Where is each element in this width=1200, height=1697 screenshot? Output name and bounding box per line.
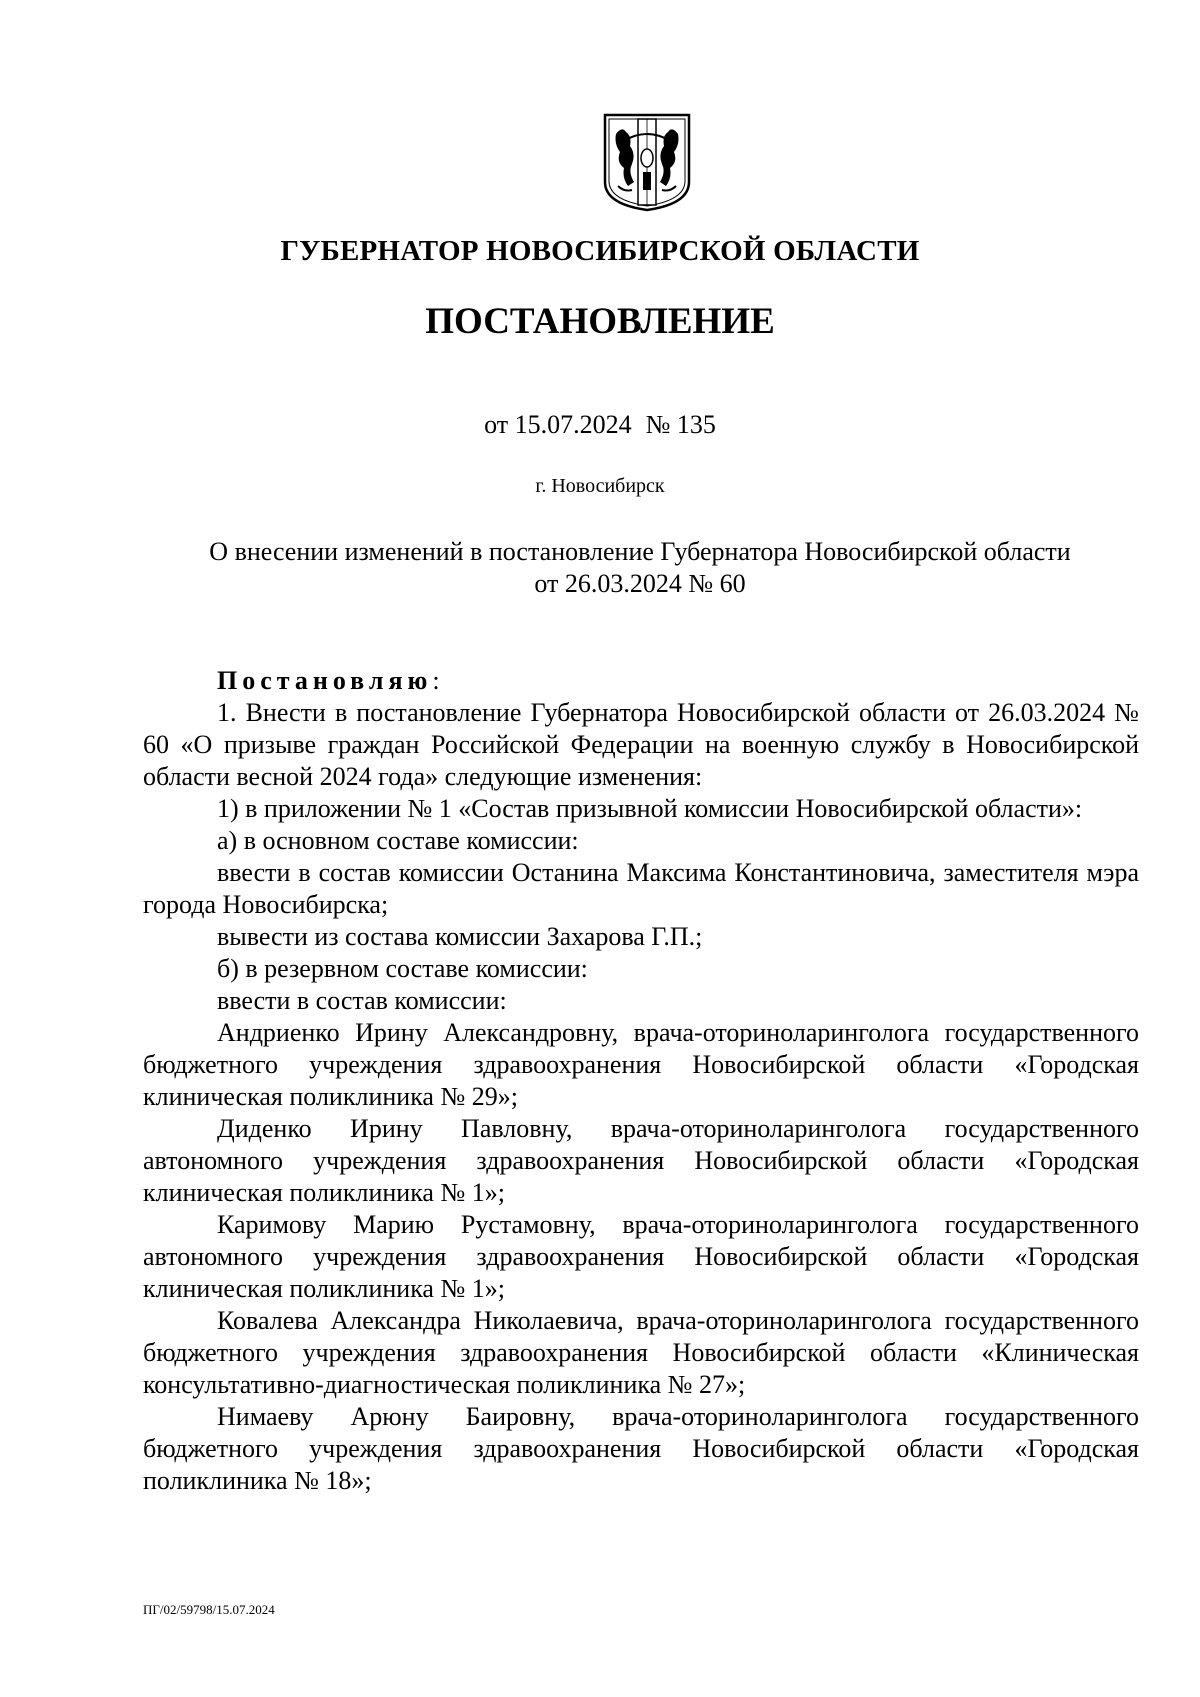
decree-word: Постановляю: [217, 666, 433, 695]
document-registration-code: ПГ/02/59798/15.07.2024: [143, 1602, 275, 1617]
body-paragraph: 1. Внести в постановление Губернатора Новосибирской области от 26.03.2024 № 60 «О призыве граждан Российской Федерации на военную службу в Новосибирской области весной 2024 года» следующие изменения:: [143, 698, 1139, 791]
document-body: [143, 665, 1139, 1497]
body-paragraph: 1) в приложении № 1 «Состав призывной комиссии Новосибирской области»:: [217, 794, 1083, 823]
body-paragraph: Каримову Марию Рустамовну, врача-оториноларинголога государственного автономного учреждения здравоохранения Новосибирской области «Городская клиническая поликлиника № 1»;: [143, 1210, 1139, 1303]
body-paragraph: ввести в состав комиссии:: [217, 986, 507, 1015]
body-paragraph: Андриенко Ирину Александровну, врача-оториноларинголога государственного бюджетного учреждения здравоохранения Новосибирской области «Городская клиническая поликлиника № 29»;: [143, 1018, 1139, 1111]
decree-colon: :: [432, 666, 440, 695]
document-subject: [140, 536, 1140, 600]
body-paragraph: вывести из состава комиссии Захарова Г.П.;: [217, 922, 703, 951]
subject-line-1: О внесении изменений в постановление Губернатора Новосибирской области: [209, 537, 1071, 566]
body-paragraph: Нимаеву Арюну Баировну, врача-оториноларинголога государственного бюджетного учреждения здравоохранения Новосибирской области «Городская поликлиника № 18»;: [143, 1402, 1139, 1495]
body-paragraph: Ковалева Александра Николаевича, врача-оториноларинголога государственного бюджетного учреждения здравоохранения Новосибирской области «Клиническая консультативно-диагностическая поликлиника № 27»;: [143, 1306, 1139, 1399]
body-paragraph: Диденко Ирину Павловну, врача-оториноларинголога государственного автономного учреждения здравоохранения Новосибирской области «Городская клиническая поликлиника № 1»;: [143, 1114, 1139, 1207]
coat-of-arms-icon: [602, 112, 692, 212]
decree-heading: [143, 665, 1139, 697]
document-type-title: ПОСТАНОВЛЕНИЕ: [425, 301, 775, 342]
body-paragraph: ввести в состав комиссии Останина Максима Константиновича, заместителя мэра города Новосибирска;: [143, 858, 1139, 919]
date-number-line: [0, 410, 1200, 440]
document-number: № 135: [645, 410, 716, 439]
document-date: от 15.07.2024: [484, 410, 632, 439]
body-paragraph: б) в резервном составе комиссии:: [217, 954, 588, 983]
body-paragraph: а) в основном составе комиссии:: [217, 826, 579, 855]
issuing-authority: ГУБЕРНАТОР НОВОСИБИРСКОЙ ОБЛАСТИ: [280, 235, 920, 267]
document-city: г. Новосибирск: [535, 475, 665, 497]
subject-line-2: от 26.03.2024 № 60: [534, 569, 746, 598]
